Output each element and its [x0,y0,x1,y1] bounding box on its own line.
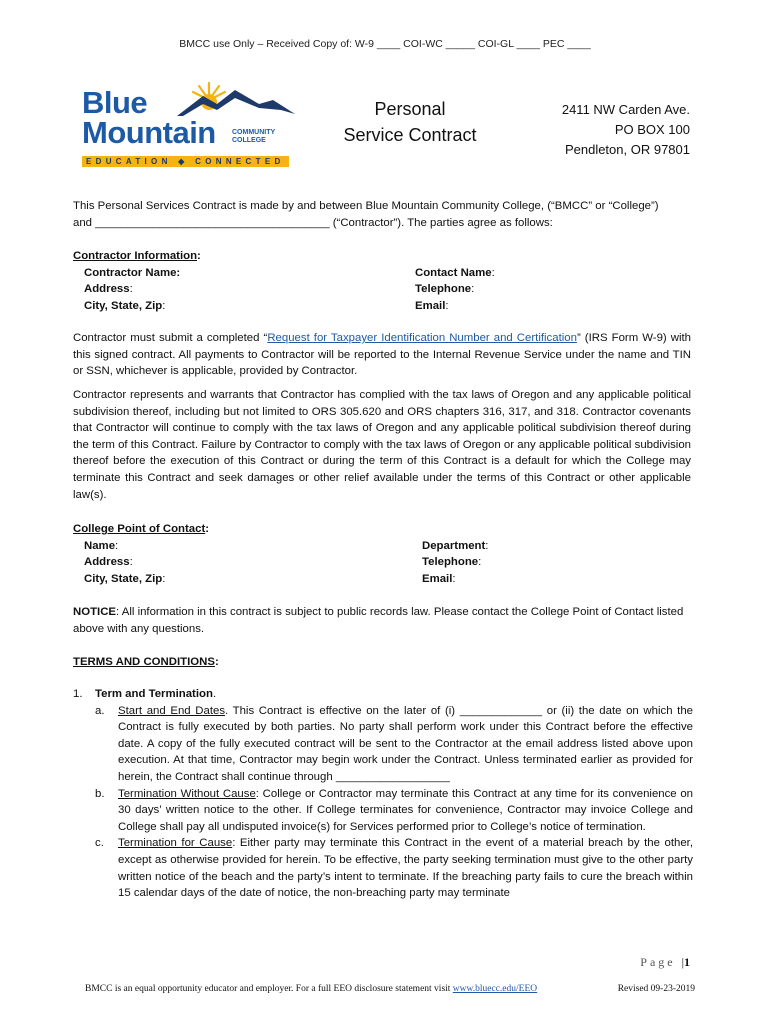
bmcc-logo [82,80,297,168]
intro-line2: and _____________________________________ (“Contractor”). The parties agree as follows: [73,216,553,229]
contractor-telephone-label: Telephone [415,283,472,296]
w9-text-after: ” (IRS Form W-9) with this signed contract. All payments to Contractor will be reported to the Internal Revenue Service under the name and TIN or SSN, whichever is applicable, provided by Contractor. [73,332,692,378]
term-b-title: Termination Without Cause [118,787,256,800]
contractor-city-label: City, State, Zip [84,299,163,312]
contractor-address-label: Address [84,283,130,296]
item1-number: 1. [73,688,83,700]
logo-college: COLLEGE [232,137,266,144]
college-name-label: Name [84,539,116,552]
college-telephone-label: Telephone [422,556,479,569]
term-b [73,786,693,836]
term-a-text: . This Contract is effective on the later of (i) _____________ or (ii) the date on which the Contract is fully executed by both parties. No party shall perform work under this Contract before the effective date. A copy of the fully executed contract will be sent to the Contractor at the email address listed above upon execution. At that time, Contractor may begin work under the Contract. Unless terminated earlier as provided for herein, the Contract shall continue through __________________ [118,704,694,783]
logo-community: COMMUNITY [232,129,276,136]
college-address [520,100,690,160]
title-line1: Personal [374,99,446,119]
sun-mountain-icon [177,80,295,118]
address-line3: Pendleton, OR 97801 [564,142,690,157]
term-c-letter: c. [95,837,104,850]
address-line1: 2411 NW Carden Ave. [561,102,690,117]
college-department-label: Department [422,539,486,552]
term-b-text: : College or Contractor may terminate this Contract at any time for its convenience on 30 days’ written notice to the other. If College terminates for convenience, Contractor may invoice College and College shall pay all undisputed invoice(s) for Services performed prior to College’s notice of termination. [118,787,693,833]
logo-word-mountain: Mountain [82,115,216,150]
intro-line1: This Personal Services Contract is made by and between Blue Mountain Community College, (“BMCC” or “College”) [73,200,659,212]
logo-word-blue: Blue [82,85,148,120]
contractor-email-label: Email [415,299,446,312]
document-title [330,96,490,148]
terms-heading: TERMS AND CONDITIONS [73,656,215,668]
term-a [73,703,693,786]
page-number: Page |1 [640,955,690,969]
notice-paragraph [73,604,691,637]
term-a-title: Start and End Dates [118,704,226,717]
item1-title: Term and Termination [95,688,213,700]
logo-tagline: EDUCATION ◆ CONNECTED [82,156,289,167]
w9-paragraph [73,330,691,380]
w9-text-before: Contractor must submit a completed “ [73,332,268,344]
title-line2: Service Contract [343,125,477,145]
college-contact-section: College Point of Contact: Name: Address: City, State, Zip: Department: Telephone: Email: [73,523,489,585]
footer-eeo-text: BMCC is an equal opportunity educator and employer. For a full EEO disclosure statement visit [85,984,453,994]
college-contact-heading: College Point of Contact [73,523,206,535]
term-c [73,835,693,901]
w9-form-link[interactable]: Request for Taxpayer Identification Number and Certification [267,332,577,344]
contractor-heading: Contractor Information [73,250,198,262]
footer [85,984,695,994]
college-email-label: Email [422,572,453,585]
college-address-label: Address [84,556,130,569]
term-b-letter: b. [95,787,105,800]
contractor-contact-label: Contact Name [415,266,492,279]
college-city-label: City, State, Zip [84,572,163,585]
tax-compliance-paragraph: Contractor represents and warrants that Contractor has complied with the tax laws of Oregon and any applicable political subdivision thereof, including but not limited to ORS 305.620 and ORS chapters 316, 317, and 318. Contractor covenants that Contractor will continue to comply with the tax laws of Oregon and any applicable political subdivision thereof during the term of this Contract. Failure by Contractor to comply with the tax laws of Oregon or any applicable political subdivision thereof before the execution of this Contract or during the term of this Contract is a default for which the College may terminate this Contract and seek damages or other relief available under the terms of this Contract or other applicable law(s). [73,389,691,501]
intro-paragraph [73,198,691,231]
term-c-text: : Either party may terminate this Contract in the event of a material breach by the other, except as otherwise provided for herein. To be effective, the party seeking termination must give to the other party written notice of the beach and the party’s intent to terminate. If the breaching party fails to cure the breach within 15 calendar days of the date of notice, the non-breaching party may terminate [118,837,693,900]
notice-text: : All information in this contract is subject to public records law. Please contact the College Point of Contact listed above with any questions. [73,606,684,635]
address-line2: PO BOX 100 [614,122,690,137]
term-c-title: Termination for Cause [118,837,233,850]
terms-item-1: 1. Term and Termination. a. Start and End Dates. This Contract is effective on the later of (i) _____________ or (ii) the date on which the Contract is fully executed by both parties. No party shall perform work under this Contract before the effective date. A copy of the fully executed contract will be sent to the Contractor at the email address listed above upon execution. At that time, Contractor may begin work under the Contract. Unless terminated earlier as provided for herein, the Contract shall continue through __________________ b. Termination Without Cause: College or Contractor may terminate this Contract at any time for its convenience on 30 days’ written notice to the other. If College terminates for convenience, Contractor may invoice College and College shall pay all undisputed invoice(s) for Services performed prior to College’s notice of termination. c. Termination for Cause: Either party may terminate this Contract in the event of a material breach by the other, except as otherwise provided for herein. To be effective, the party seeking termination must give to the other party written notice of the beach and the party’s intent to terminate. If the breaching party fails to cure the breach within 15 calendar days of the date of notice, the non-breaching party may terminate [73,686,693,902]
page-label: Page [640,955,676,969]
notice-label: NOTICE [73,606,117,618]
footer-eeo-link[interactable]: www.bluecc.edu/EEO [452,984,538,994]
contractor-info-section: Contractor Information: Contractor Name: Address: City, State, Zip: Contact Name: Telephone: Email: [73,250,495,312]
term-a-letter: a. [95,704,105,717]
footer-revised: Revised 09-23-2019 [617,984,695,994]
page-number-value: 1 [684,955,690,969]
contractor-name-label: Contractor Name [84,266,177,279]
received-copy-line: BMCC use Only – Received Copy of: W-9 ____ COI-WC _____ COI-GL ____ PEC ____ [179,38,591,50]
terms-heading-line: TERMS AND CONDITIONS: [73,656,219,668]
